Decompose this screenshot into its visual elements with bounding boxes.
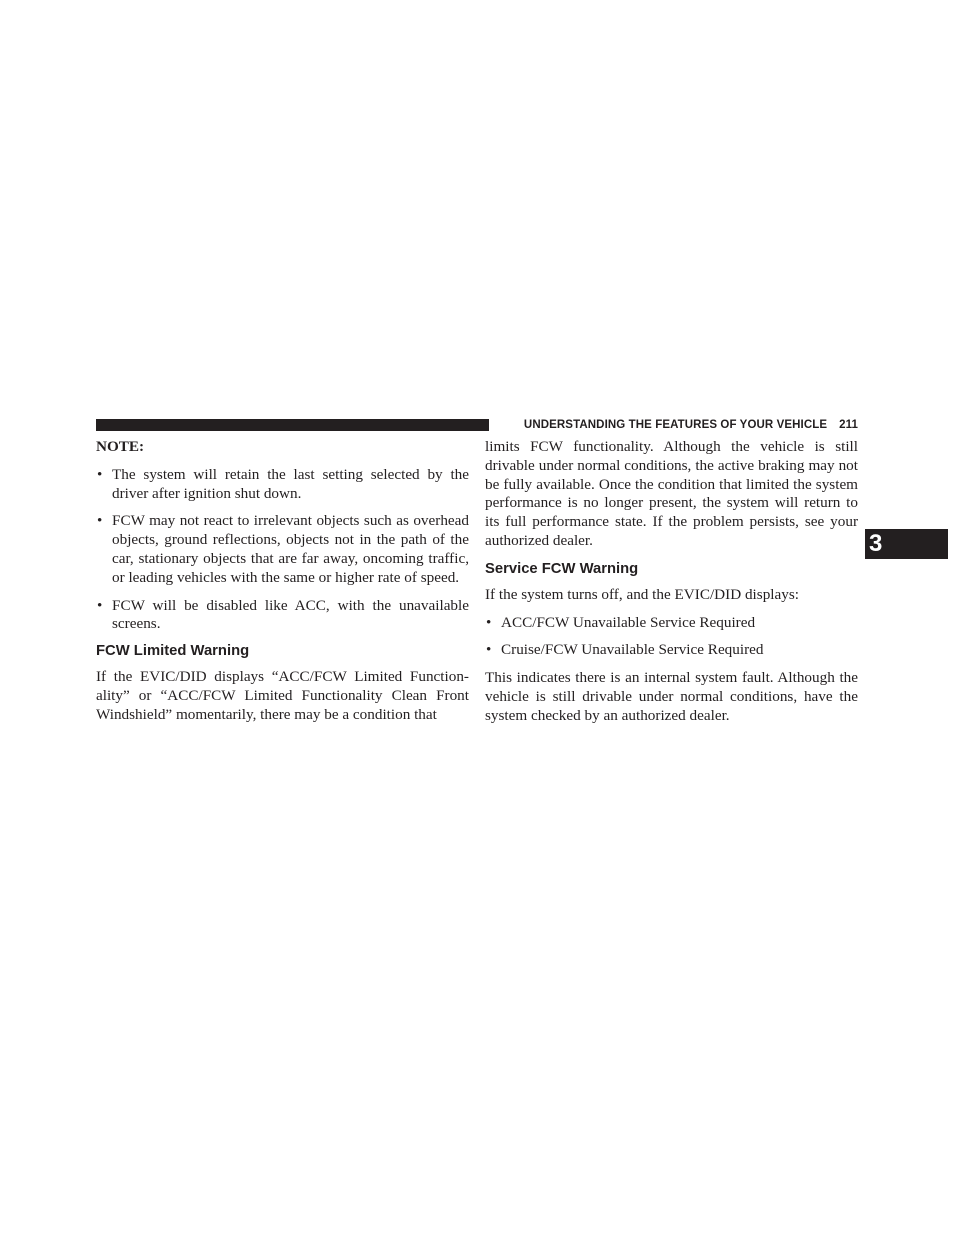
right-column: [485, 438, 858, 726]
service-list: [485, 614, 858, 661]
running-header: [499, 417, 858, 433]
list-item: • Cruise/FCW Unavailable Service Required: [485, 641, 858, 660]
continued-paragraph: limits FCW functionality. Although the vehicle is still drivable under normal conditions, the active braking may not be fully available. Once the condition that limited the system performance is no longer present, the system will return to its full performance state. If the problem persists, see your authorized dealer.: [485, 438, 858, 549]
list-item: • FCW may not react to irrelevant objects such as overhead objects, ground reflections, objects not in the path of the car, stationary objects that are far away, oncoming traffic, or leading vehicles with the same or higher rate of speed.: [96, 512, 469, 587]
service-intro-text: If the system turns off, and the EVIC/DID displays:: [485, 585, 799, 603]
chapter-tab: 3: [865, 529, 948, 559]
header-rule: [96, 419, 489, 431]
fcw-limited-warning-text: If the EVIC/DID displays “ACC/FCW Limited Function- ality” or “ACC/FCW Limited Functionality Clean Front Windshield” momentarily, there may be a condition that: [96, 668, 469, 723]
left-column: [96, 438, 469, 725]
service-fcw-warning-heading: Service FCW Warning: [485, 560, 639, 577]
list-item: • ACC/FCW Unavailable Service Required: [485, 614, 858, 633]
note-list: [96, 466, 469, 634]
page-number: 211: [839, 419, 858, 431]
note-label: NOTE:: [96, 438, 145, 455]
section-title: UNDERSTANDING THE FEATURES OF YOUR VEHICLE: [523, 419, 828, 431]
fcw-limited-warning-heading: FCW Limited Warning: [96, 643, 250, 660]
service-outro-text: This indicates there is an internal system fault. Although the vehicle is still drivable under normal conditions, have the system checked by an authorized dealer.: [485, 669, 858, 724]
list-item: • The system will retain the last setting selected by the driver after ignition shut down.: [96, 466, 469, 504]
list-item: • FCW will be disabled like ACC, with the unavailable screens.: [96, 597, 469, 635]
